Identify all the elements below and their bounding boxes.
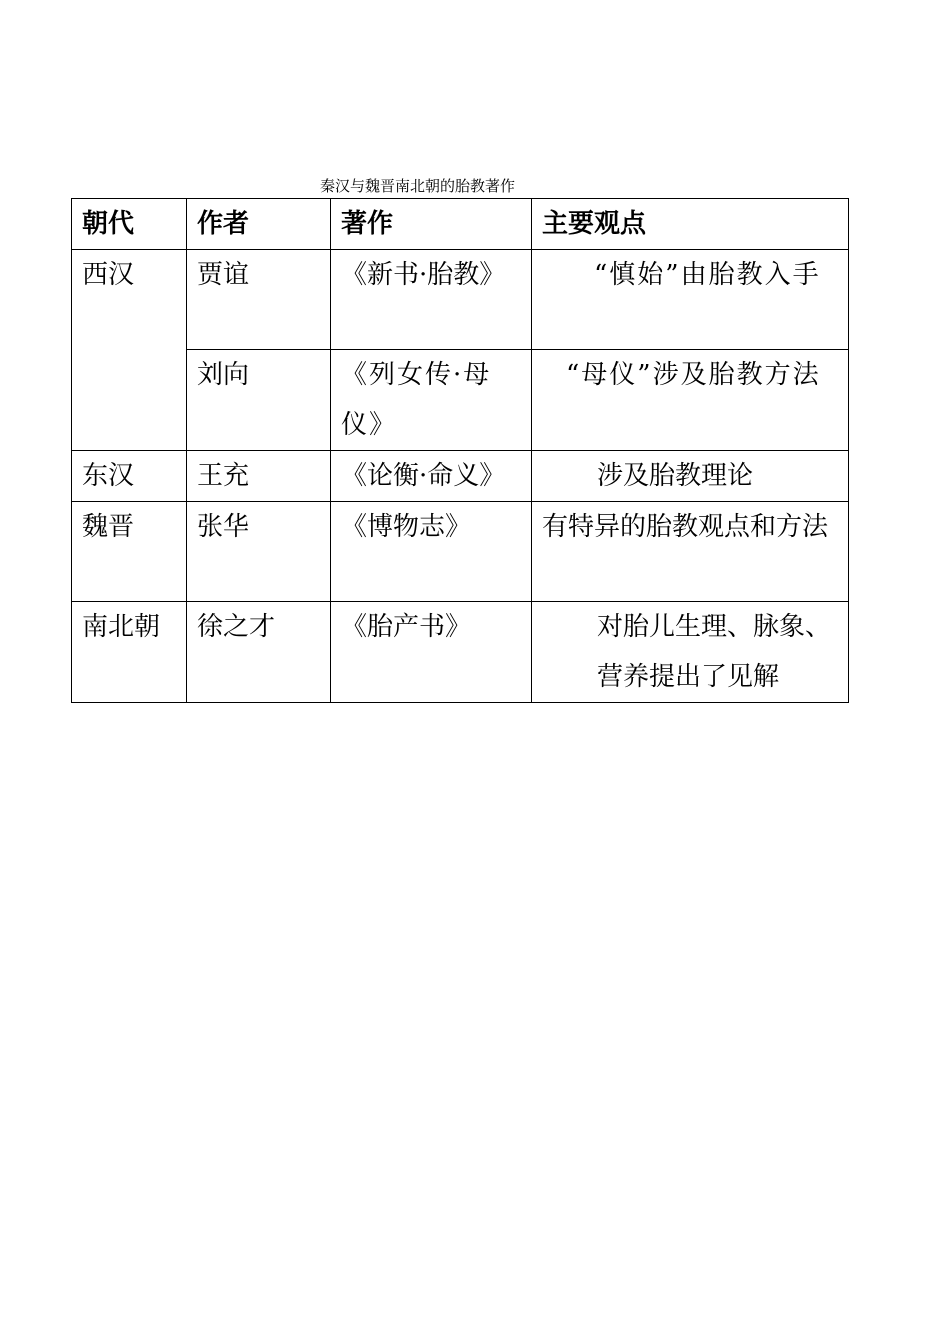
cell-work: 《胎产书》 bbox=[331, 602, 532, 703]
cell-work: 《列女传·母仪》 bbox=[331, 350, 532, 451]
cell-main-view: 涉及胎教理论 bbox=[532, 451, 849, 502]
prenatal-education-table bbox=[71, 198, 849, 703]
table-row bbox=[72, 350, 849, 451]
cell-author: 王充 bbox=[187, 451, 331, 502]
cell-work: 《论衡·命义》 bbox=[331, 451, 532, 502]
cell-main-view: 有特异的胎教观点和方法 bbox=[532, 502, 849, 602]
header-work: 著作 bbox=[331, 199, 532, 250]
header-author: 作者 bbox=[187, 199, 331, 250]
table-caption: 秦汉与魏晋南北朝的胎教著作 bbox=[320, 177, 516, 195]
cell-main-view: “慎始”由胎教入手 bbox=[532, 250, 849, 350]
cell-author: 徐之才 bbox=[187, 602, 331, 703]
cell-main-view: “母仪”涉及胎教方法 bbox=[532, 350, 849, 451]
cell-author: 贾谊 bbox=[187, 250, 331, 350]
cell-dynasty: 南北朝 bbox=[72, 602, 187, 703]
cell-author: 刘向 bbox=[187, 350, 331, 451]
cell-dynasty: 魏晋 bbox=[72, 502, 187, 602]
cell-work: 《博物志》 bbox=[331, 502, 532, 602]
table-row bbox=[72, 250, 849, 350]
cell-main-view: 对胎儿生理、脉象、营养提出了见解 bbox=[532, 602, 849, 703]
cell-dynasty: 西汉 bbox=[72, 250, 187, 451]
table-row bbox=[72, 451, 849, 502]
header-dynasty: 朝代 bbox=[72, 199, 187, 250]
header-main-view: 主要观点 bbox=[532, 199, 849, 250]
table-row bbox=[72, 602, 849, 703]
cell-author: 张华 bbox=[187, 502, 331, 602]
table-row bbox=[72, 502, 849, 602]
table-header-row bbox=[72, 199, 849, 250]
cell-dynasty: 东汉 bbox=[72, 451, 187, 502]
cell-work: 《新书·胎教》 bbox=[331, 250, 532, 350]
